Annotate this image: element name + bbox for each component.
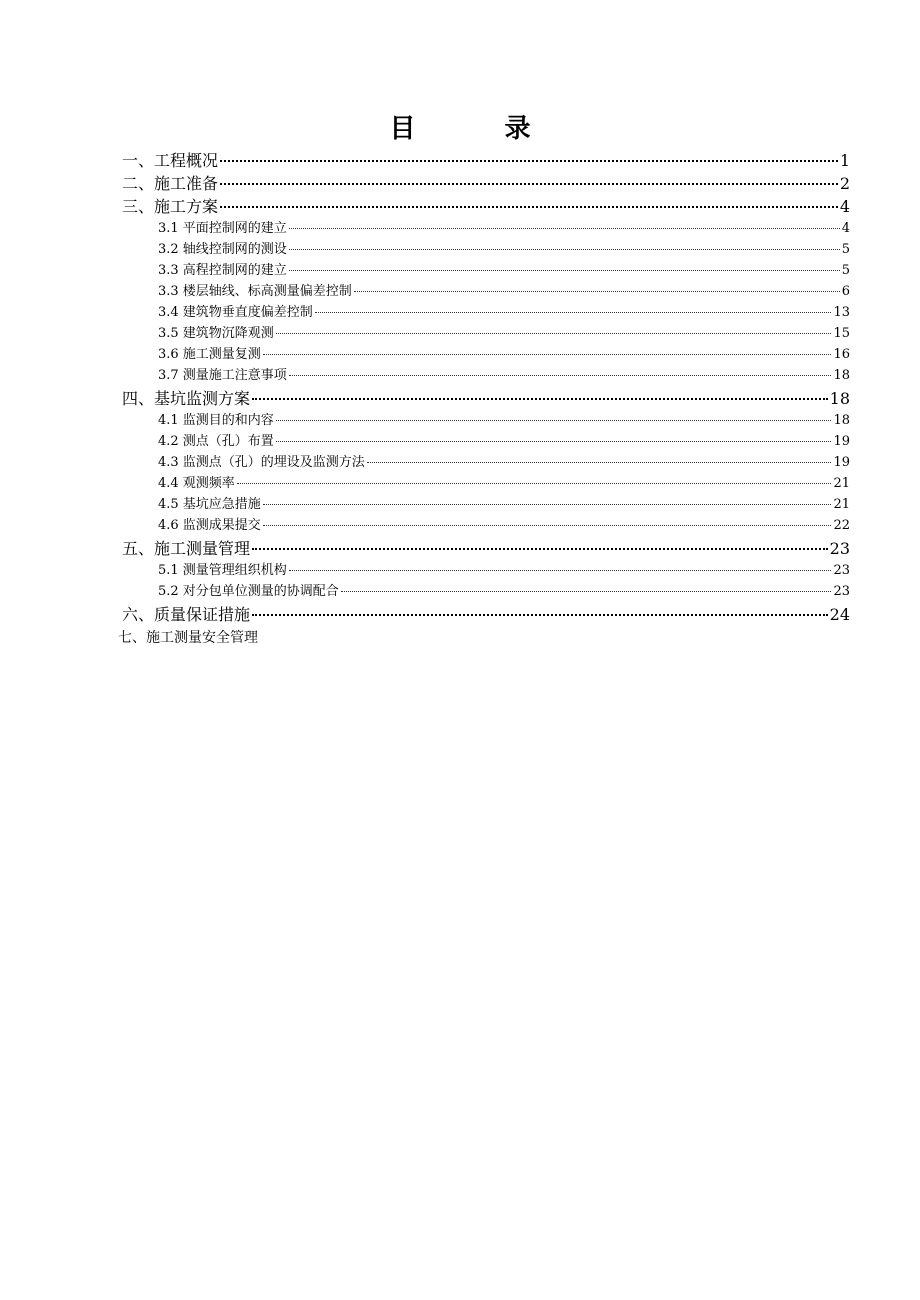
toc-entry-page: 19: [833, 455, 850, 470]
dot-leader: [289, 570, 832, 571]
toc-subentry[interactable]: [158, 303, 850, 323]
toc-entry-page: 4: [839, 197, 850, 216]
toc-entry-page: 18: [833, 368, 850, 383]
toc-entry-label: 一、工程概况: [122, 151, 219, 170]
toc-entry-page: 21: [833, 476, 850, 491]
toc-subentry[interactable]: [158, 582, 850, 602]
toc-entry[interactable]: [122, 604, 850, 626]
toc-subentry[interactable]: [158, 240, 850, 260]
toc-subentry[interactable]: [158, 495, 850, 515]
toc-subentry[interactable]: [158, 453, 850, 473]
dot-leader: [252, 614, 828, 616]
dot-leader: [276, 420, 832, 421]
dot-leader: [289, 375, 832, 376]
toc-entry-page: 13: [833, 305, 850, 320]
toc-subentry[interactable]: [158, 411, 850, 431]
toc-entry-page: 23: [833, 584, 850, 599]
toc-entry-page: 4: [841, 221, 850, 236]
dot-leader: [367, 462, 832, 463]
toc-entry-label: 4.5 基坑应急措施: [158, 497, 261, 512]
dot-leader: [354, 291, 840, 292]
toc-entry-page: 15: [833, 326, 850, 341]
toc-entry-label: 4.3 监测点（孔）的埋设及监测方法: [158, 455, 365, 470]
toc-subentry[interactable]: [158, 282, 850, 302]
toc-entry-page: 18: [829, 389, 850, 408]
toc-entry-label: 4.1 监测目的和内容: [158, 413, 274, 428]
dot-leader: [263, 354, 832, 355]
dot-leader: [289, 270, 840, 271]
dot-leader: [220, 183, 838, 185]
toc-entry-label: 4.2 测点（孔）布置: [158, 434, 274, 449]
toc-entry-label: 4.6 监测成果提交: [158, 518, 261, 533]
dot-leader: [276, 333, 832, 334]
toc-entry-page: 19: [833, 434, 850, 449]
toc-entry-page: 23: [829, 539, 850, 558]
toc-entry-label: 3.5 建筑物沉降观测: [158, 326, 274, 341]
toc-entry-label: 3.2 轴线控制网的测设: [158, 242, 287, 257]
dot-leader: [237, 483, 832, 484]
toc-entry-page: 22: [833, 518, 850, 533]
toc-subentry[interactable]: [158, 324, 850, 344]
toc-entry-page: 2: [839, 174, 850, 193]
toc-entry-page: 18: [833, 413, 850, 428]
toc-subentry[interactable]: [158, 219, 850, 239]
toc-entry-label: 二、施工准备: [122, 174, 219, 193]
dot-leader: [315, 312, 832, 313]
toc-entry[interactable]: [122, 538, 850, 560]
toc-title: 目 录: [389, 114, 571, 144]
toc-entry-label: 3.3 高程控制网的建立: [158, 263, 287, 278]
dot-leader: [263, 525, 832, 526]
toc-entry-page: 1: [839, 151, 850, 170]
toc-subentry[interactable]: [158, 474, 850, 494]
toc-entry-label: 六、质量保证措施: [122, 605, 251, 624]
toc-entry-label: 五、施工测量管理: [122, 539, 251, 558]
toc-entry-label: 四、基坑监测方案: [122, 389, 251, 408]
dot-leader: [276, 441, 832, 442]
toc-entry-label: 5.2 对分包单位测量的协调配合: [158, 584, 339, 599]
toc-entry-page: 24: [829, 605, 850, 624]
toc-entry-label: 三、施工方案: [122, 197, 219, 216]
dot-leader: [252, 548, 828, 550]
toc-entry-label: 3.3 楼层轴线、标高测量偏差控制: [158, 284, 352, 299]
dot-leader: [341, 591, 832, 592]
toc-subentry[interactable]: [158, 561, 850, 581]
toc-entry-page: 16: [833, 347, 850, 362]
toc-entry-label: 3.6 施工测量复测: [158, 347, 261, 362]
toc-entry-label: 3.4 建筑物垂直度偏差控制: [158, 305, 313, 320]
dot-leader: [220, 160, 838, 162]
toc-entry[interactable]: [122, 150, 850, 172]
toc-entry-label: 5.1 测量管理组织机构: [158, 563, 287, 578]
toc-subentry[interactable]: [158, 432, 850, 452]
toc-entry-page: 6: [841, 284, 850, 299]
toc-subentry[interactable]: [158, 261, 850, 281]
toc-entry-page: 23: [833, 563, 850, 578]
dot-leader: [263, 504, 832, 505]
toc-entry[interactable]: [122, 196, 850, 218]
toc-entry-label: 4.4 观测频率: [158, 476, 235, 491]
toc-entry-unpaged[interactable]: [118, 628, 258, 648]
dot-leader: [289, 228, 840, 229]
toc-subentry[interactable]: [158, 345, 850, 365]
dot-leader: [289, 249, 840, 250]
toc-subentry[interactable]: [158, 516, 850, 536]
toc-entry[interactable]: [122, 173, 850, 195]
toc-entry-page: 21: [833, 497, 850, 512]
dot-leader: [220, 206, 838, 208]
toc-entry-label: 3.1 平面控制网的建立: [158, 221, 287, 236]
dot-leader: [252, 398, 828, 400]
toc-entry[interactable]: [122, 388, 850, 410]
toc-entry-page: 5: [841, 242, 850, 257]
toc-entry-label: 3.7 测量施工注意事项: [158, 368, 287, 383]
toc-subentry[interactable]: [158, 366, 850, 386]
toc-entry-label: 七、施工测量安全管理: [118, 630, 258, 646]
toc-entry-page: 5: [841, 263, 850, 278]
